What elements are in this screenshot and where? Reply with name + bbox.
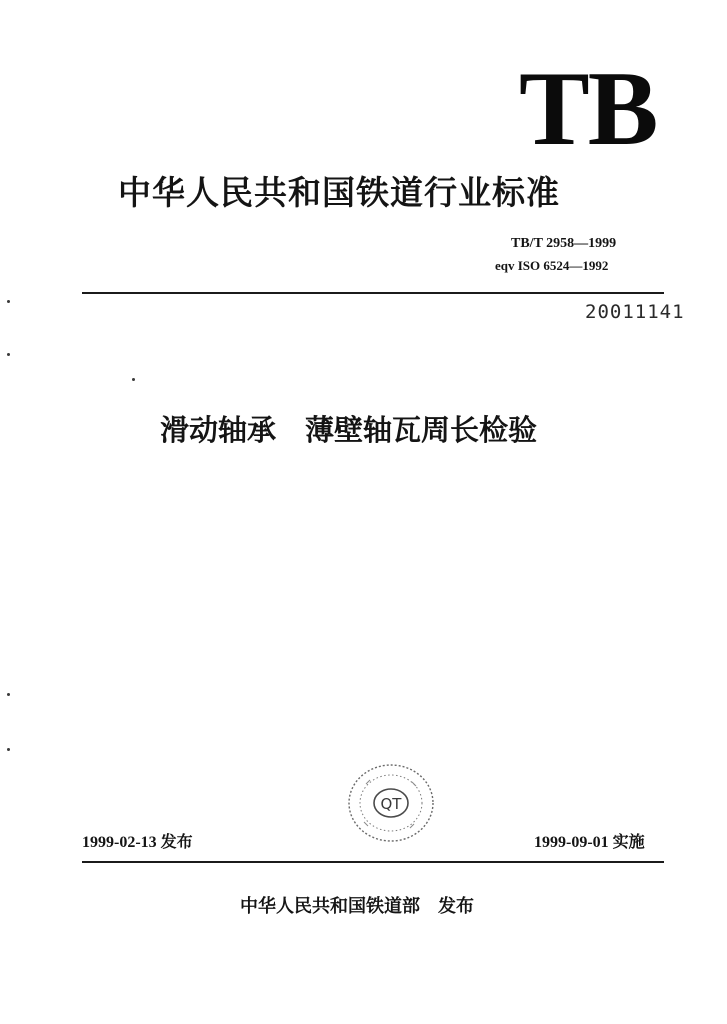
bottom-divider: [82, 861, 664, 863]
archive-number: 20011141: [585, 301, 685, 323]
implementation-date: 1999-09-01 实施: [534, 834, 645, 851]
scan-speck: [7, 300, 10, 303]
scan-speck: [7, 353, 10, 356]
seal-text: QT: [380, 795, 402, 813]
tb-logo: TB: [519, 50, 657, 167]
document-title: 滑动轴承 薄壁轴瓦周长检验: [160, 413, 538, 447]
standard-code: TB/T 2958—1999: [511, 236, 617, 251]
standard-type-heading: 中华人民共和国铁道行业标准: [118, 173, 560, 212]
scan-speck: [7, 748, 10, 751]
equivalent-standard-code: eqv ISO 6524—1992: [495, 258, 609, 273]
archive-seal-icon: [346, 762, 436, 844]
top-divider: [82, 292, 664, 294]
issue-date: 1999-02-13 发布: [82, 834, 193, 851]
scan-speck: [7, 693, 10, 696]
publisher-line: 中华人民共和国铁道部 发布: [240, 896, 474, 917]
scan-speck: [132, 378, 135, 381]
